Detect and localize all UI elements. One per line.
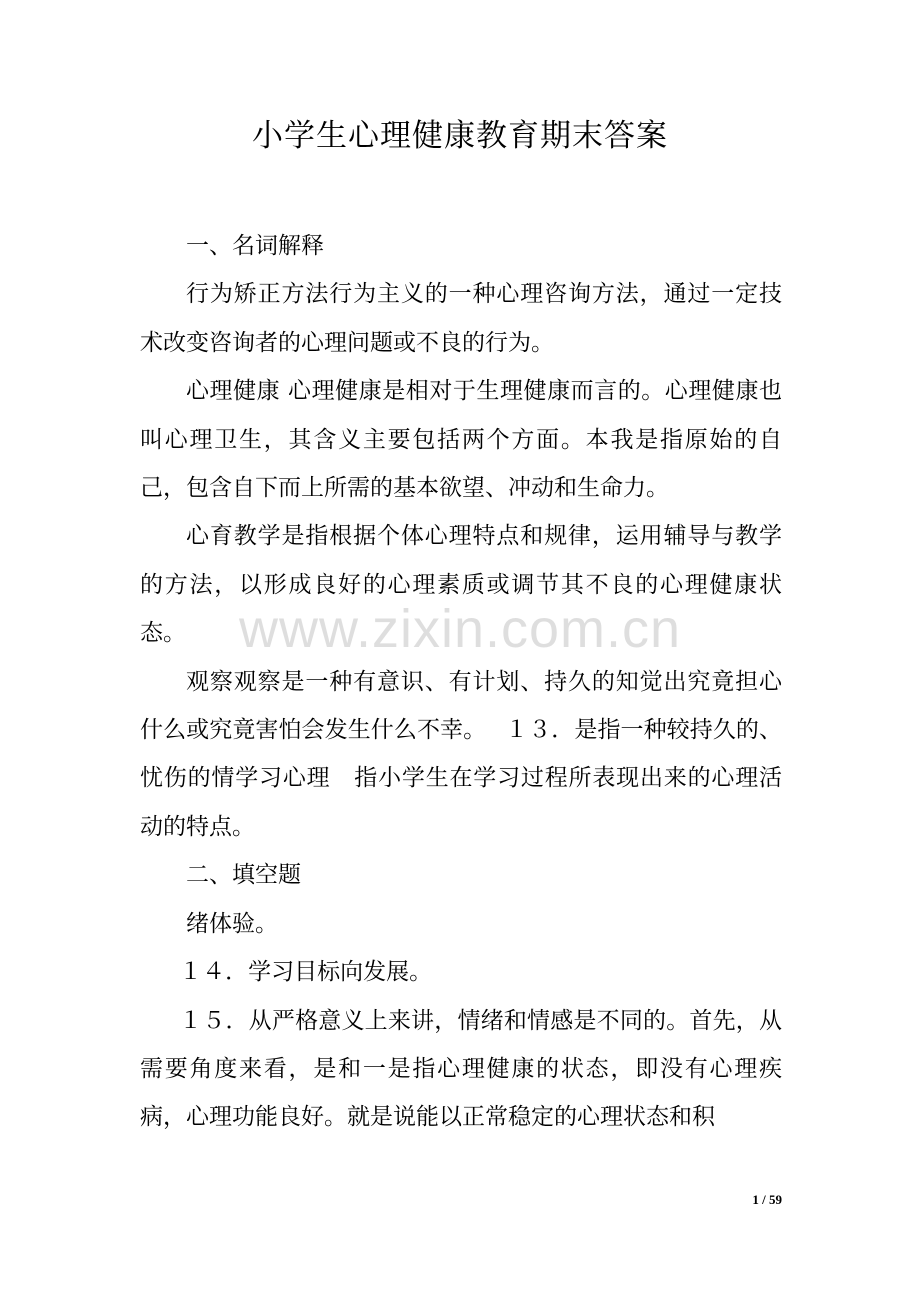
body-paragraph: 行为矫正方法行为主义的一种心理咨询方法，通过一定技术改变咨询者的心理问题或不良的行为。 — [140, 281, 782, 356]
body-paragraph: １４．学习目标向发展。 — [179, 959, 433, 986]
body-paragraph: 绪体验。 — [186, 910, 278, 937]
body-paragraph: １５．从严格意义上来讲，情绪和情感是不同的。首先，从需要角度来看，是和一是指心理健康的状态，即没有心理疾病，心理功能良好。就是说能以正常稳定的心理状态和积 — [140, 1007, 782, 1131]
body-paragraph: 观察观察是一种有意识、有计划、持久的知觉出究竟担心什么或究竟害怕会发生什么不幸。 １３．是指一种较持久的、忧伤的情学习心理 指小学生在学习过程所表现出来的心理活动的特点。 — [140, 668, 782, 840]
page-number: 1 / 59 — [752, 1192, 782, 1207]
body-paragraph: 心育教学是指根据个体心理特点和规律，运用辅导与教学的方法，以形成良好的心理素质或调节其不良的心理健康状态。 — [140, 523, 782, 647]
body-paragraph: 心理健康 心理健康是相对于生理健康而言的。心理健康也叫心理卫生，其含义主要包括两个方面。本我是指原始的自己，包含自下而上所需的基本欲望、冲动和生命力。 — [140, 378, 782, 502]
watermark: www.zixin.com.cn — [238, 599, 682, 659]
document-body — [140, 222, 782, 1142]
section-heading: 二、填空题 — [186, 862, 301, 889]
document-title: 小学生心理健康教育期末答案 — [252, 118, 668, 154]
section-heading: 一、名词解释 — [186, 233, 324, 259]
